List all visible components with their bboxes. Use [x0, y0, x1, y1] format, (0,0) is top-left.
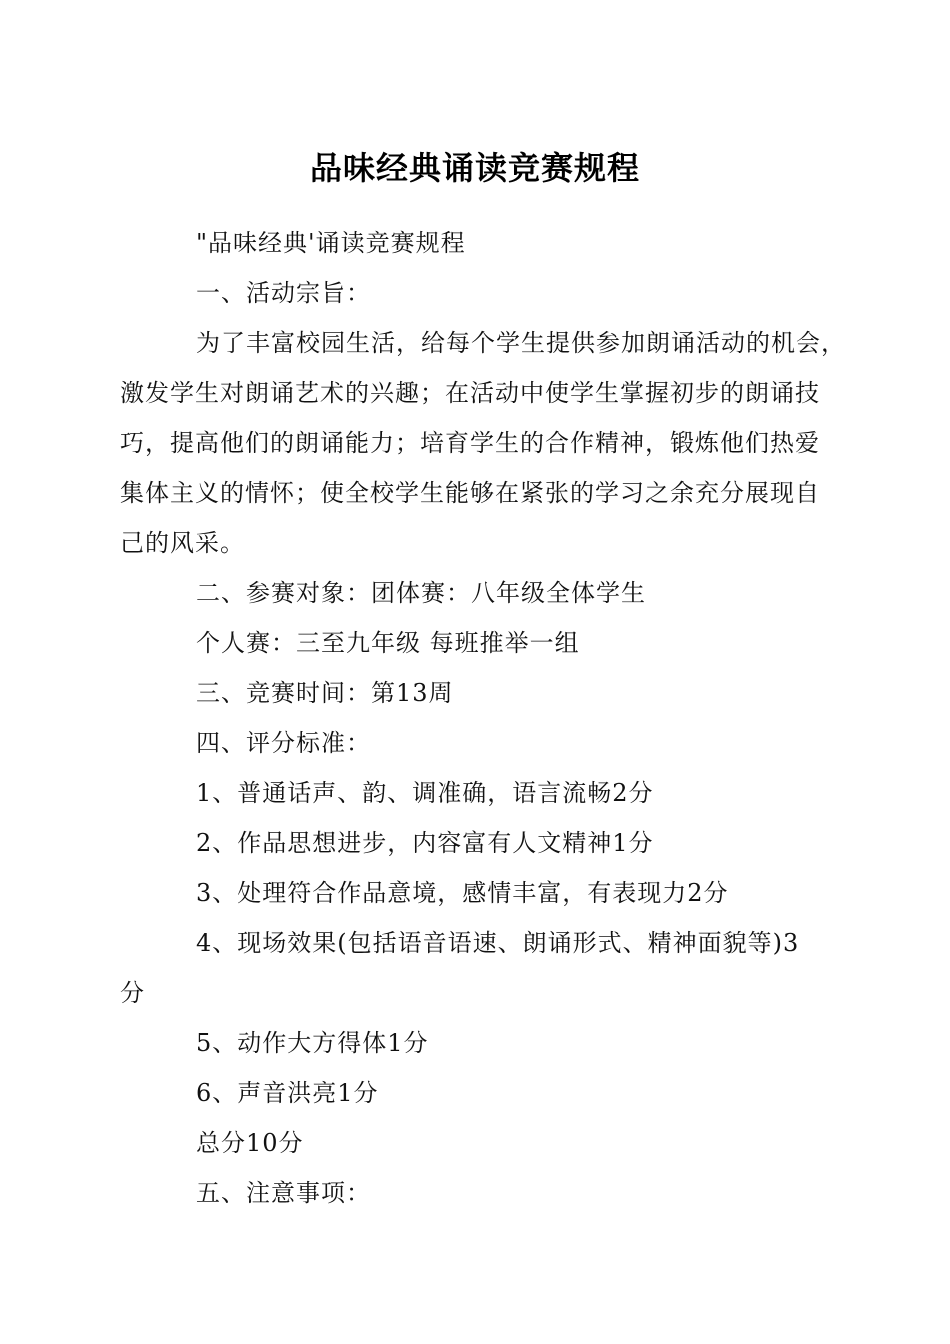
paragraph-line: 总分10分	[196, 1129, 304, 1157]
paragraph-line: 一、活动宗旨：	[196, 279, 371, 307]
paragraph-line: 四、评分标准：	[196, 729, 371, 757]
paragraph-line: 二、参赛对象：团体赛：八年级全体学生	[196, 579, 646, 607]
paragraph-line: 个人赛：三至九年级 每班推举一组	[196, 629, 580, 657]
paragraph-line: 己的风采。	[120, 529, 245, 557]
paragraph-line: 1、普通话声、韵、调准确，语言流畅2分	[196, 779, 654, 807]
paragraph-line: 激发学生对朗诵艺术的兴趣；在活动中使学生掌握初步的朗诵技	[120, 379, 820, 407]
paragraph-line: 巧，提高他们的朗诵能力；培育学生的合作精神，锻炼他们热爱	[120, 429, 820, 457]
paragraph-line: 三、竞赛时间：第13周	[196, 679, 454, 707]
paragraph-line: 4、现场效果(包括语音语速、朗诵形式、精神面貌等)3	[196, 929, 800, 957]
paragraph-line: 分	[120, 979, 145, 1007]
paragraph-line: 为了丰富校园生活，给每个学生提供参加朗诵活动的机会，	[196, 329, 846, 357]
paragraph-line: 3、处理符合作品意境，感情丰富，有表现力2分	[196, 879, 729, 907]
paragraph-line: 5、动作大方得体1分	[196, 1029, 429, 1057]
document-body	[120, 218, 846, 1218]
paragraph-line: 6、声音洪亮1分	[196, 1079, 379, 1107]
paragraph-line: 五、注意事项：	[196, 1179, 371, 1207]
paragraph-line: "品味经典'诵读竞赛规程	[196, 229, 466, 257]
paragraph-line: 2、作品思想进步，内容富有人文精神1分	[196, 829, 654, 857]
paragraph-line: 集体主义的情怀；使全校学生能够在紧张的学习之余充分展现自	[120, 479, 820, 507]
document-title: 品味经典诵读竞赛规程	[309, 149, 640, 187]
